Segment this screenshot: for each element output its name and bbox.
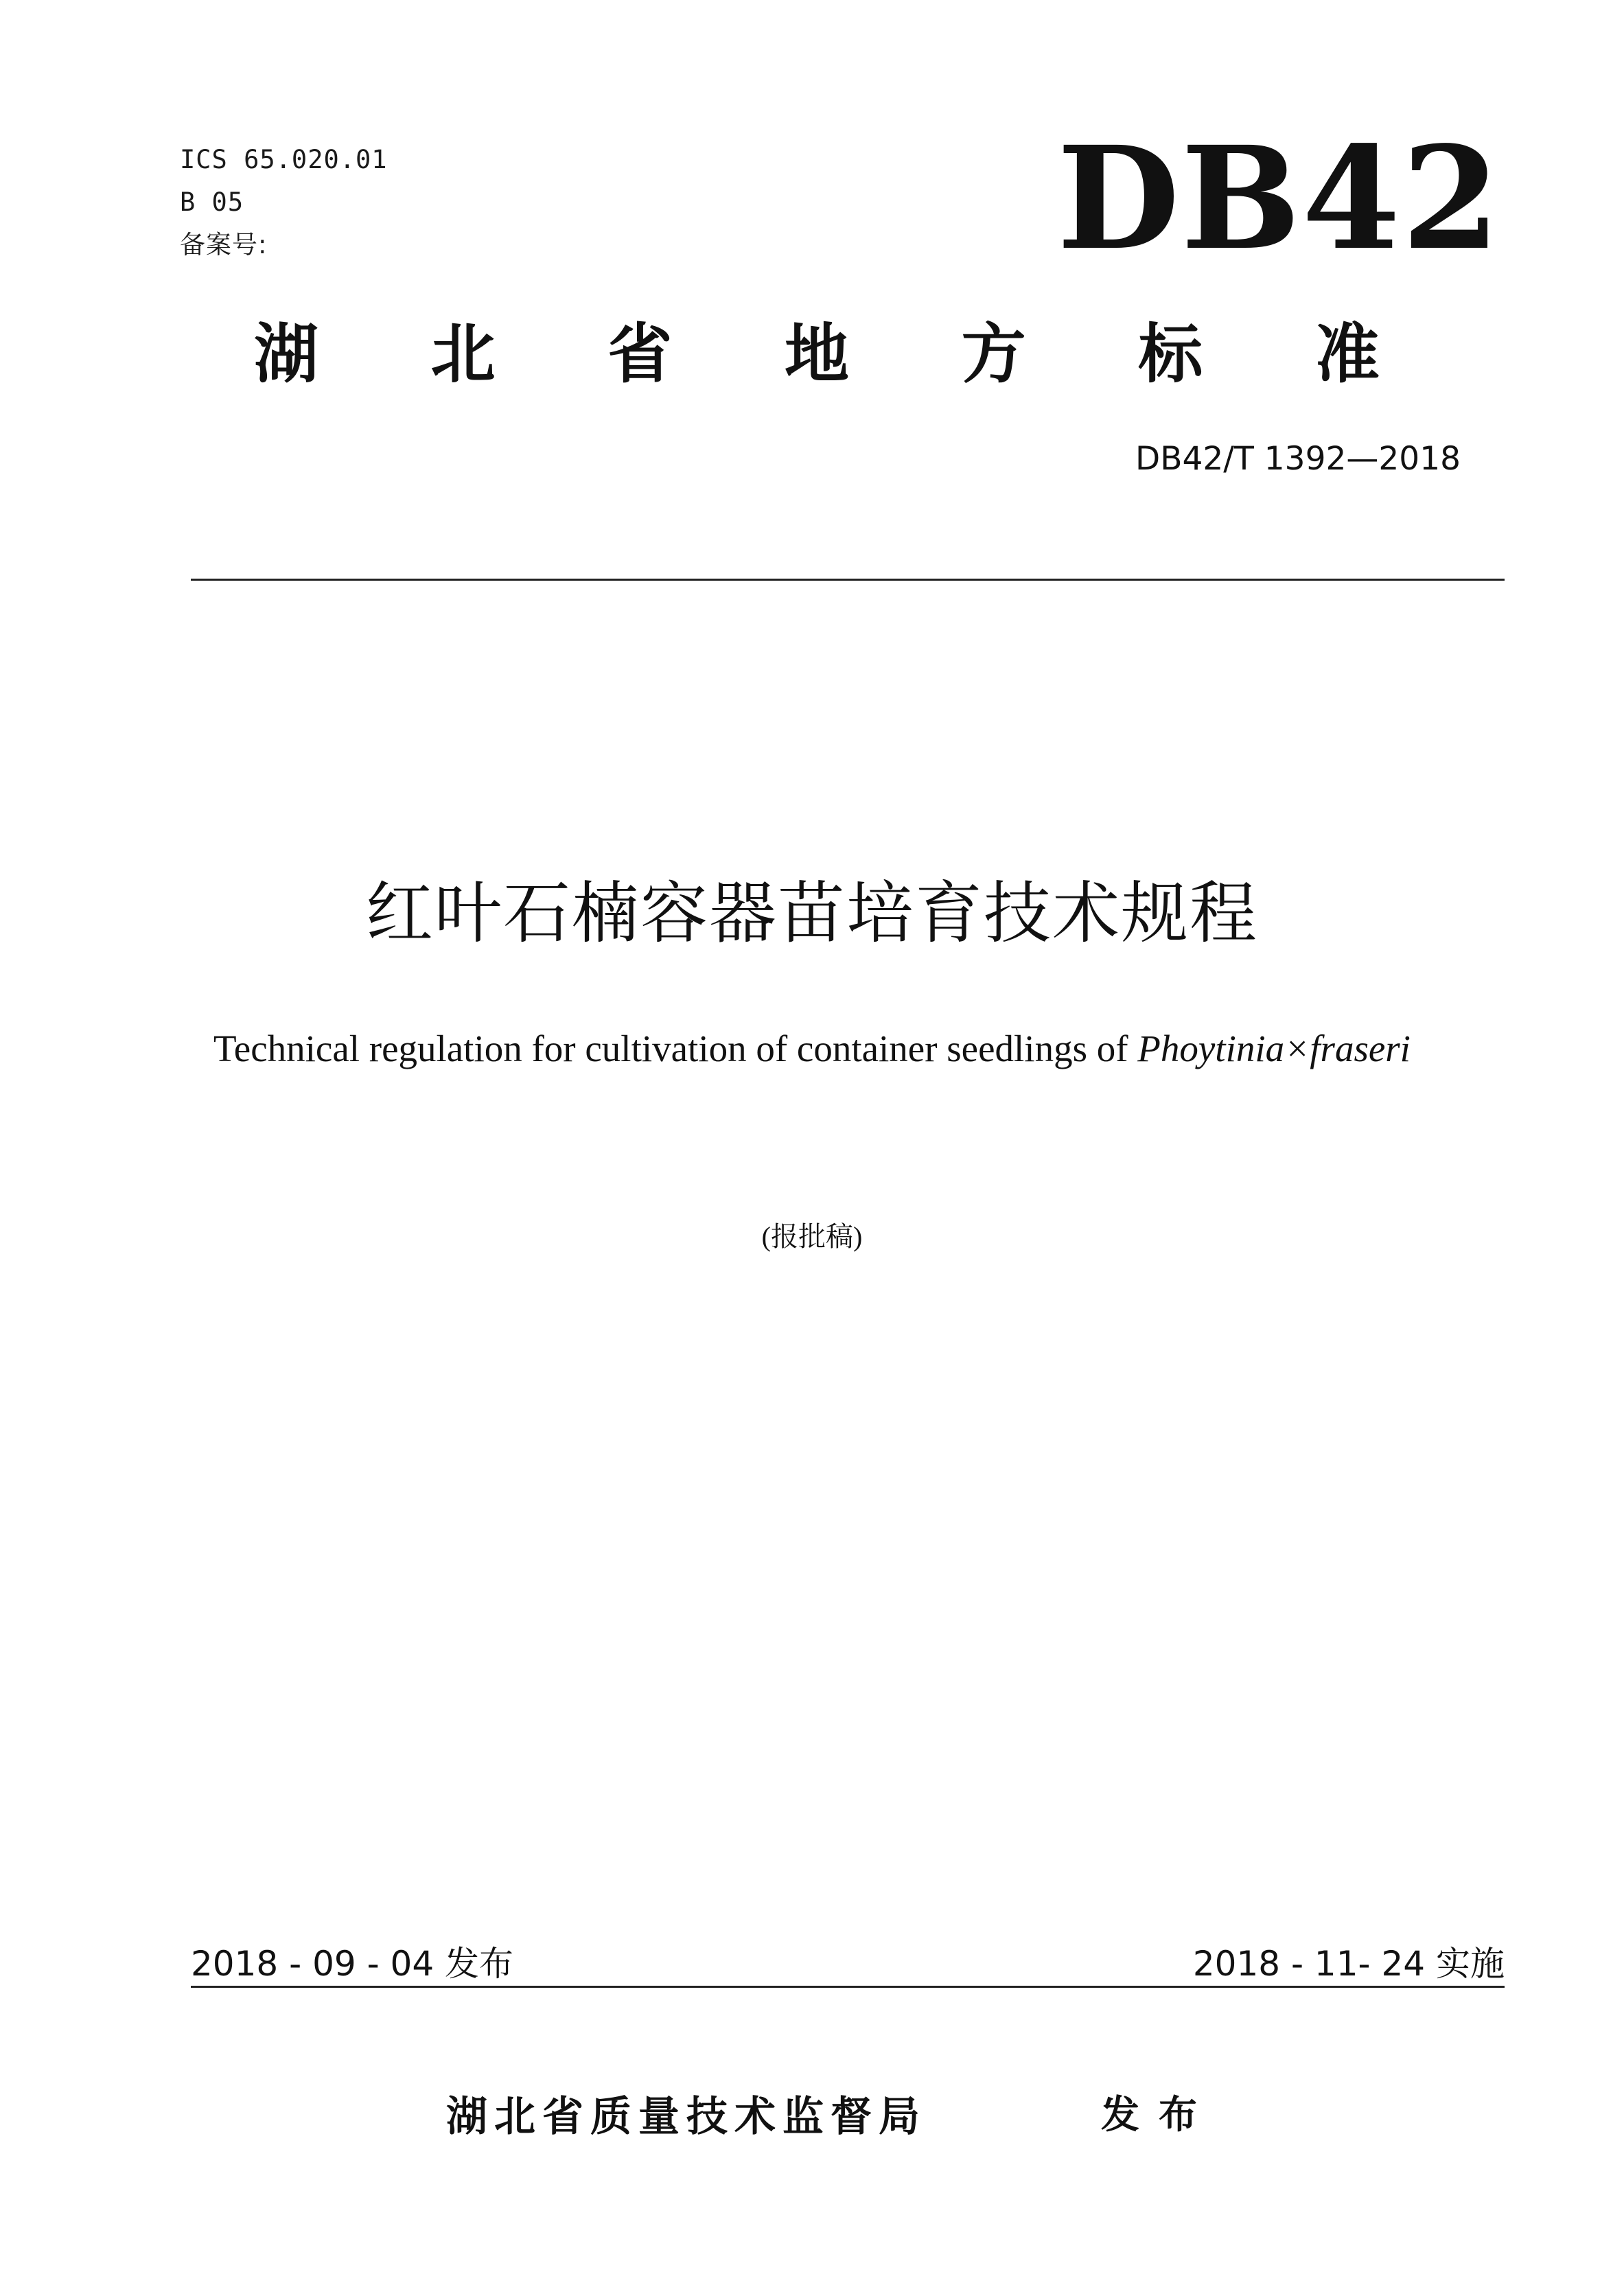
publish-date: 2018 - 09 - 04 发布 [191, 1944, 514, 1984]
title-chinese: 红叶石楠容器苗培育技术规程 [365, 874, 1258, 953]
title-english [0, 1030, 1624, 1067]
header-divider [191, 579, 1505, 581]
standard-code-logo: DB42 [1057, 115, 1502, 281]
classification-code: B 05 [180, 187, 244, 217]
issue-action: 发布 [1101, 2093, 1216, 2137]
standard-type-char: 方 [961, 317, 1026, 392]
standard-type-char: 湖 [254, 317, 319, 392]
date-divider [191, 1986, 1505, 1988]
title-english-species: Phoytinia×fraseri [1137, 1028, 1411, 1069]
draft-status: (报批稿) [761, 1221, 863, 1252]
issuing-authority: 湖北省质量技术监督局 [446, 2093, 927, 2141]
standard-type-char: 标 [1138, 317, 1203, 392]
standard-number: DB42/T 1392—2018 [1135, 440, 1461, 478]
standard-type-char: 地 [784, 317, 849, 392]
standard-type-char: 北 [430, 317, 496, 392]
filing-number-label: 备案号: [180, 230, 268, 259]
implementation-date: 2018 - 11- 24 实施 [1192, 1944, 1505, 1984]
ics-code: ICS 65.020.01 [180, 145, 388, 174]
standard-type-char: 准 [1314, 317, 1380, 392]
standard-type-char: 省 [607, 317, 673, 392]
title-english-text: Technical regulation for cultivation of container seedlings of [213, 1028, 1138, 1069]
standard-type-heading [254, 317, 1380, 393]
